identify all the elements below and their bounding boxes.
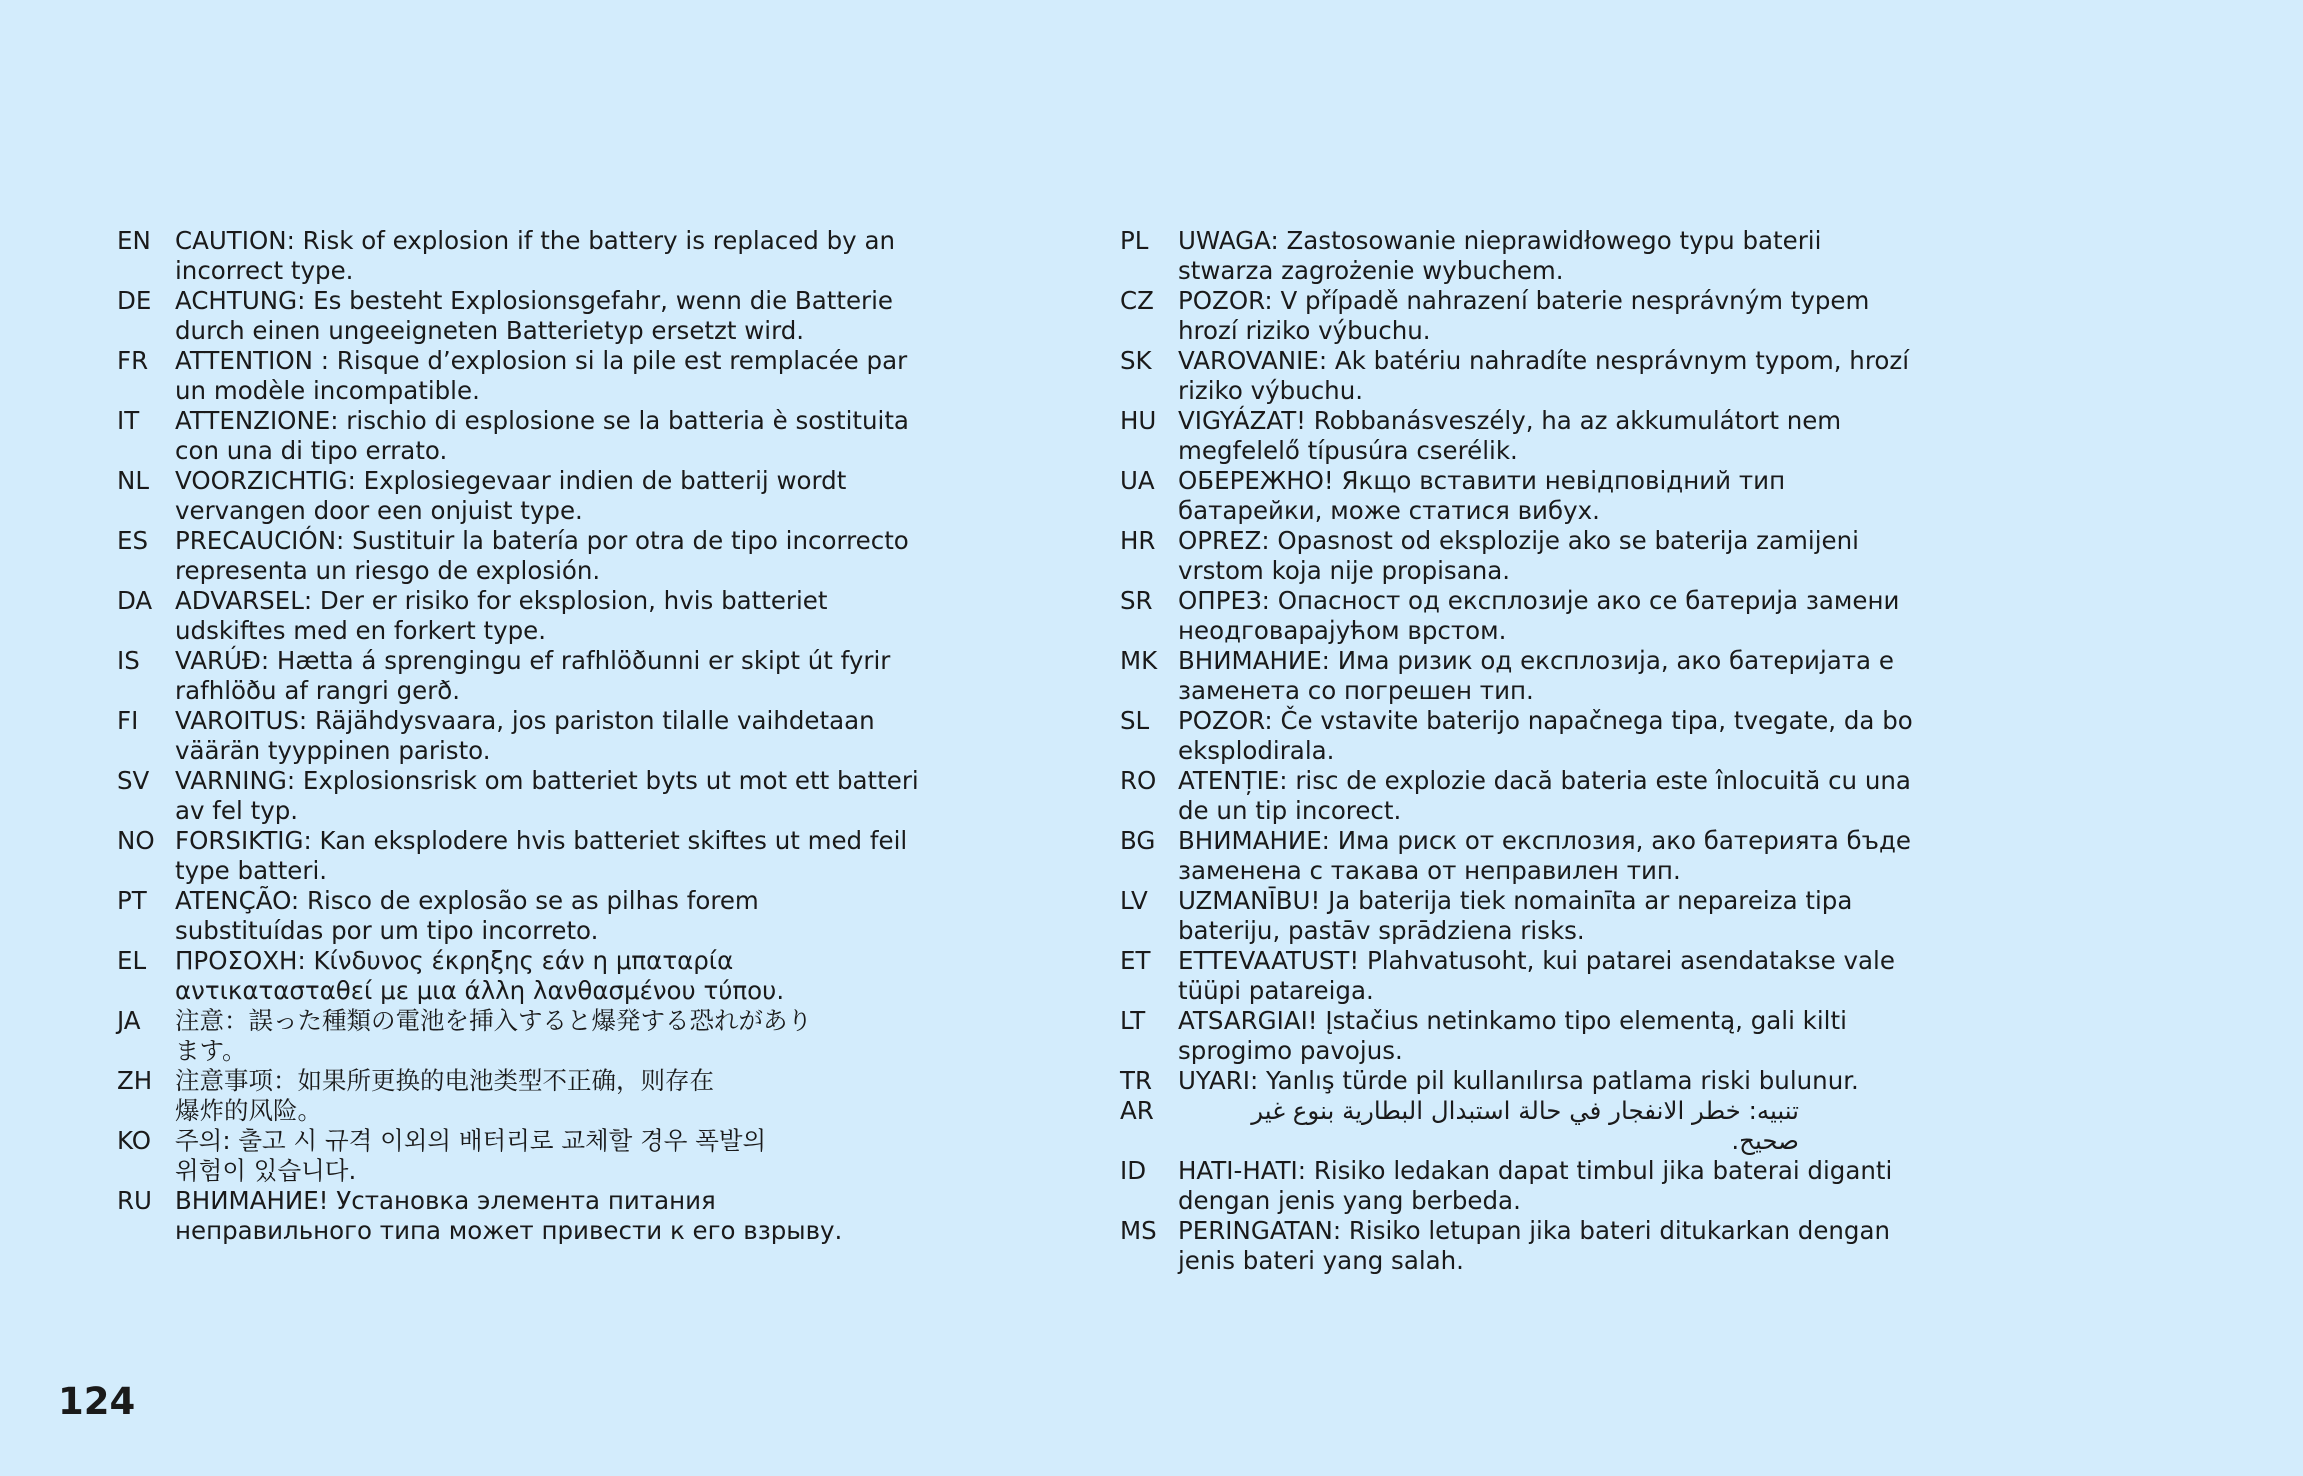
language-code: KO [117,1126,152,1155]
warning-entry-en [117,226,1017,286]
warning-entry-sv [117,766,1017,826]
warning-entry-ru [117,1186,1017,1246]
warning-text: ETTEVAATUST! Plahvatusoht, kui patarei asendatakse vale tüüpi patareiga. [1178,946,1895,1005]
warning-entry-sr [1120,586,2120,646]
warning-entry-no [117,826,1017,886]
warning-text: ВНИМАНИЕ! Установка элемента питания неправильного типа может привести к его взрыву. [175,1186,843,1245]
warning-entry-mk [1120,646,2120,706]
language-code: ID [1120,1156,1147,1185]
warning-text: ОПРЕЗ: Опасност од експлозије ако се батерија замени неодговарајућом врстом. [1178,586,1900,645]
warning-text: ADVARSEL: Der er risiko for eksplosion, hvis batteriet udskiftes med en forkert type. [175,586,828,645]
language-code: AR [1120,1096,1154,1125]
language-code: FR [117,346,149,375]
language-code: HR [1120,526,1156,555]
warning-entry-lv [1120,886,2120,946]
language-code: PL [1120,226,1149,255]
warning-text: ATTENZIONE: rischio di esplosione se la batteria è sostituita con una di tipo errato. [175,406,909,465]
warning-text: ВНИМАНИЕ: Има ризик од експлозија, ако батеријата е заменета со погрешен тип. [1178,646,1894,705]
warning-entry-ua [1120,466,2120,526]
warning-entry-lt [1120,1006,2120,1066]
language-code: BG [1120,826,1156,855]
language-code: MK [1120,646,1158,675]
warning-text: 주의: 출고 시 규격 이외의 배터리로 교체할 경우 폭발의 위험이 있습니다. [175,1126,767,1185]
warning-entry-bg [1120,826,2120,886]
warning-entry-nl [117,466,1017,526]
warning-text: VAROITUS: Räjähdysvaara, jos pariston tilalle vaihdetaan väärän tyyppinen paristo. [175,706,875,765]
language-code: LT [1120,1006,1146,1035]
warning-text: ATTENTION : Risque d’explosion si la pile est remplacée par un modèle incompatible. [175,346,908,405]
warning-text: تنبيه: خطر الانفجار في حالة استبدال البطارية بنوع غير صحيح. [1251,1096,1799,1155]
language-code: HU [1120,406,1157,435]
language-code: EL [117,946,147,975]
warning-text: FORSIKTIG: Kan eksplodere hvis batteriet skiftes ut med feil type batteri. [175,826,908,885]
warning-entry-ro [1120,766,2120,826]
language-code: JA [117,1006,141,1035]
warning-text: VARÚÐ: Hætta á sprengingu ef rafhlöðunni er skipt út fyrir rafhlöðu af rangri gerð. [175,646,891,705]
warning-entry-de [117,286,1017,346]
warning-entry-sl [1120,706,2120,766]
warning-entry-hu [1120,406,2120,466]
language-code: ES [117,526,149,555]
warning-entry-pl [1120,226,2120,286]
language-code: TR [1120,1066,1152,1095]
warning-entry-da [117,586,1017,646]
warning-text: ACHTUNG: Es besteht Explosionsgefahr, wenn die Batterie durch einen ungeeigneten Batterietyp ersetzt wird. [175,286,893,345]
warning-entry-ja [117,1006,1017,1066]
warning-text: UYARI: Yanlış türde pil kullanılırsa patlama riski bulunur. [1178,1066,1859,1095]
language-code: SK [1120,346,1152,375]
warning-entry-et [1120,946,2120,1006]
warning-text: OPREZ: Opasnost od eksplozije ako se baterija zamijeni vrstom koja nije propisana. [1178,526,1859,585]
warning-text: UZMANĪBU! Ja baterija tiek nomainīta ar nepareiza tipa bateriju, pastāv sprādziena risks. [1178,886,1853,945]
language-code: EN [117,226,151,255]
language-code: ET [1120,946,1151,975]
warning-text: PERINGATAN: Risiko letupan jika bateri ditukarkan dengan jenis bateri yang salah. [1178,1216,1891,1275]
right-warning-column [1120,226,2120,1276]
warning-text: 注意：誤った種類の電池を挿入すると爆発する恐れがあり ます。 [175,1006,812,1065]
warning-text: VIGYÁZAT! Robbanásveszély, ha az akkumulátort nem megfelelő típusúra cserélik. [1178,406,1842,465]
language-code: SL [1120,706,1150,735]
warning-entry-id [1120,1156,2120,1216]
language-code: MS [1120,1216,1157,1245]
warning-entry-ar [1120,1096,2120,1156]
language-code: CZ [1120,286,1154,315]
warning-text: VAROVANIE: Ak batériu nahradíte nesprávnym typom, hrozí riziko výbuchu. [1178,346,1910,405]
warning-text: ATENÇÃO: Risco de explosão se as pilhas forem substituídas por um tipo incorreto. [175,886,759,945]
language-code: PT [117,886,147,915]
warning-text: PRECAUCIÓN: Sustituir la batería por otra de tipo incorrecto representa un riesgo de explosión. [175,526,909,585]
warning-entry-is [117,646,1017,706]
language-code: NO [117,826,155,855]
warning-entry-zh [117,1066,1017,1126]
language-code: UA [1120,466,1155,495]
warning-text: HATI-HATI: Risiko ledakan dapat timbul jika baterai diganti dengan jenis yang berbeda. [1178,1156,1893,1215]
page-number: 124 [58,1380,136,1423]
warning-entry-pt [117,886,1017,946]
warning-text: ATENȚIE: risc de explozie dacă bateria este înlocuită cu una de un tip incorect. [1178,766,1911,825]
language-code: FI [117,706,139,735]
language-code: ZH [117,1066,153,1095]
warning-text: ОБЕРЕЖНО! Якщо вставити невідповідний тип батарейки, може статися вибух. [1178,466,1786,525]
language-code: SV [117,766,150,795]
warning-entry-tr [1120,1066,2120,1096]
warning-text: VOORZICHTIG: Explosiegevaar indien de batterij wordt vervangen door een onjuist type. [175,466,847,525]
warning-text: POZOR: V případě nahrazení baterie nesprávným typem hrozí riziko výbuchu. [1178,286,1870,345]
warning-text: VARNING: Explosionsrisk om batteriet byts ut mot ett batteri av fel typ. [175,766,919,825]
warning-text: CAUTION: Risk of explosion if the battery is replaced by an incorrect type. [175,226,896,285]
language-code: DA [117,586,153,615]
language-code: IS [117,646,140,675]
warning-entry-es [117,526,1017,586]
warning-entry-fr [117,346,1017,406]
language-code: SR [1120,586,1153,615]
warning-entry-ko [117,1126,1017,1186]
warning-text: ATSARGIAI! Įstačius netinkamo tipo elementą, gali kilti sprogimo pavojus. [1178,1006,1847,1065]
warning-text: ΠΡΟΣΟΧΗ: Κίνδυνος έκρηξης εάν η μπαταρία αντικατασταθεί με μια άλλη λανθασμένου τύπου. [175,946,785,1005]
warning-text: POZOR: Če vstavite baterijo napačnega tipa, tvegate, da bo eksplodirala. [1178,706,1913,765]
warning-text: UWAGA: Zastosowanie nieprawidłowego typu baterii stwarza zagrożenie wybuchem. [1178,226,1822,285]
warning-text: ВНИМАНИЕ: Има риск от експлозия, ако батерията бъде заменена с такава от неправилен тип. [1178,826,1911,885]
language-code: DE [117,286,152,315]
warning-entry-el [117,946,1017,1006]
language-code: RO [1120,766,1157,795]
warning-entry-hr [1120,526,2120,586]
warning-entry-it [117,406,1017,466]
warning-text: 注意事项：如果所更换的电池类型不正确，则存在 爆炸的风险。 [175,1066,714,1125]
warning-entry-ms [1120,1216,2120,1276]
language-code: NL [117,466,149,495]
warning-entry-cz [1120,286,2120,346]
warning-entry-fi [117,706,1017,766]
language-code: IT [117,406,140,435]
language-code: LV [1120,886,1148,915]
language-code: RU [117,1186,152,1215]
warning-entry-sk [1120,346,2120,406]
left-warning-column [117,226,1017,1246]
